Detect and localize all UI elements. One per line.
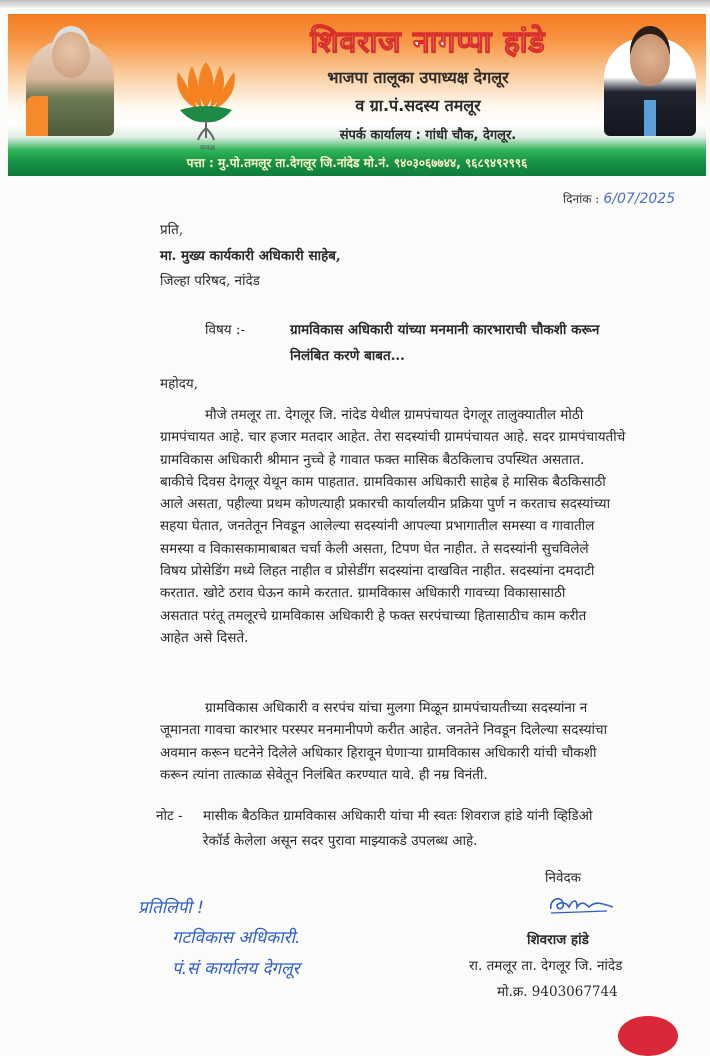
signatory-name: शिवराज हांडे <box>527 932 589 948</box>
copy-to-line-1: गटविकास अधिकारी. <box>172 928 301 948</box>
lotus-icon <box>170 54 242 154</box>
note-label: नोट - <box>156 808 183 824</box>
letterhead-designation-1: भाजपा तालूका उपाध्यक्ष देगलूर <box>327 68 509 87</box>
note-line-2: रेकॉर्ड केलेला असून सदर पुरावा माझ्याकडे उपलब्ध आहे. <box>203 833 478 849</box>
scan-edge-shadow <box>0 0 710 8</box>
date-label: दिनांक : <box>563 192 600 206</box>
letterhead-designation-2: व ग्रा.पं.सदस्य तमलूर <box>355 96 481 115</box>
letter-date <box>563 190 675 207</box>
body-line: आले असता, पहील्या प्रथम कोणत्याही प्रकारची कार्यालयीन प्रक्रिया पुर्ण न करताच सदस्यांच्या <box>160 496 611 513</box>
letterhead-name: शिवराज नागप्पा हांडे <box>310 25 546 60</box>
copy-to-label: प्रतिलिपी ! <box>138 898 204 918</box>
body-line: बाकीचे दिवस देगलूर येथून काम पाहतात. ग्रामविकास अधिकारी साहेब हे मासिक बैठकिसाठी <box>160 473 606 490</box>
subject-line-2: निलंबित करणे बाबत... <box>290 348 405 364</box>
signature-icon <box>547 891 619 917</box>
signatory-label: निवेदक <box>545 870 582 886</box>
red-stamp-mark <box>618 1016 678 1056</box>
subject-line-1: ग्रामविकास अधिकारी यांच्या मनमानी कारभाराची चौकशी करून <box>290 322 600 338</box>
body-line: ग्रामविकास अधिकारी व सरपंच यांचा मुलगा मिळून ग्रामपंचायतीच्या सदस्यांना न <box>205 700 588 716</box>
subject-label: विषय :- <box>205 322 246 338</box>
body-line: विषय प्रोसेडिंग मध्ये लिहत नाहीत व प्रोसेडींग सदस्यांना दाखवित नाहीत. सदस्यांना दमदाटी <box>160 563 595 580</box>
recipient-title: मा. मुख्य कार्यकारी अधिकारी साहेब, <box>160 248 341 264</box>
date-value: 6/07/2025 <box>603 191 676 207</box>
copy-to-line-2: पं.सं कार्यालय देगलूर <box>172 959 300 979</box>
note-line-1: मासीक बैठकित ग्रामविकास अधिकारी यांचा मी स्वतः शिवराज हांडे यांनी व्हिडिओ <box>203 808 593 824</box>
body-line: आहेत असे दिसते. <box>160 629 249 646</box>
letterhead-office: संपर्क कार्यालय : गांधी चौक, देगलूर. <box>339 128 517 143</box>
body-paragraph-2 <box>160 697 660 786</box>
body-line: मौजे तमलूर ता. देगलूर जि. नांदेड येथील ग्रामपंचायत देगलूर तालुक्यातील मोठी <box>205 407 584 423</box>
recipient-prefix: प्रति, <box>160 222 184 238</box>
body-line: अवमान करून घटनेने दिलेले अधिकार हिरावून घेणाऱ्या ग्रामविकास अधिकारी यांची चौकशी <box>160 744 597 761</box>
body-paragraph-1 <box>160 404 660 649</box>
letterhead-address: पत्ता : मु.पो.तमलूर ता.देगलूर जि.नांदेड मो.नं. ९४०३०६७७४४, ९६८९४९२९९६ <box>186 156 528 170</box>
leader-photo-left <box>26 40 114 136</box>
body-line: असतात परंतू तमलूरचे ग्रामविकास अधिकारी हे फक्त सरपंचाच्या हितासाठीच काम करीत <box>160 607 587 624</box>
signatory-mobile: मो.क्र. 9403067744 <box>497 984 618 1000</box>
salutation: महोदय, <box>160 376 199 392</box>
body-line: सहया घेतात, जनतेतून निवडून आलेल्या सदस्यांनी आपल्या प्रभागातील समस्या व गावातील <box>160 518 595 535</box>
letterhead-banner <box>8 14 706 176</box>
leader-photo-right <box>604 38 696 136</box>
body-line: जूमानता गावचा कारभार परस्पर मनमानीपणे करीत आहेत. जनतेने निवडून दिलेल्या सदस्यांचा <box>160 722 608 739</box>
body-line: करून त्यांना तात्काळ सेवेतून निलंबित करण्यात यावे. ही नम्र विनंती. <box>160 766 488 783</box>
body-line: ग्रामपंचायत आहे. चार हजार मतदार आहेत. तेरा सदस्यांची ग्रामपंचायत आहे. सदर ग्रामपंचायतीचे <box>160 429 626 446</box>
signatory-address: रा. तमलूर ता. देगलूर जि. नांदेड <box>469 958 623 974</box>
svg-text:कमळ: कमळ <box>200 144 215 152</box>
body-line: करतात. खोटे ठराव घेऊन कामे करतात. ग्रामविकास अधिकारी गावच्या विकासासाठी <box>160 585 566 602</box>
body-line: ग्रामविकास अधिकारी श्रीमान नुच्चे हे गावात फक्त मासिक बैठकिलाच उपस्थित असतात. <box>160 451 585 468</box>
body-line: समस्या व विकासकामाबाबत चर्चा केली असता, टिपण घेत नाहीत. ते सदस्यांनी सुचविलेले <box>160 540 589 557</box>
recipient-office: जिल्हा परिषद, नांदेड <box>160 273 260 289</box>
